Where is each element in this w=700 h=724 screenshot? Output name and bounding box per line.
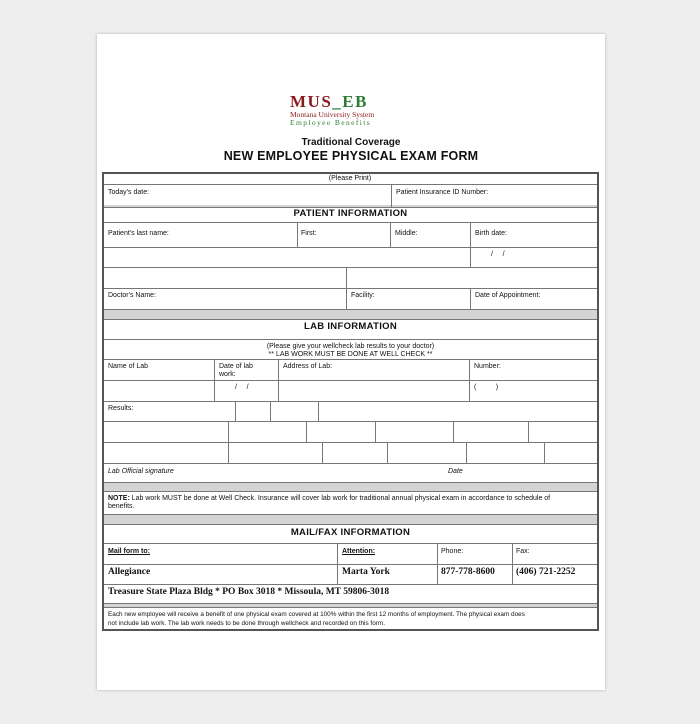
lab-info-heading: LAB INFORMATION <box>304 321 397 332</box>
form-title: NEW EMPLOYEE PHYSICAL EXAM FORM <box>223 149 479 163</box>
lab-signature-date-field[interactable]: Date <box>448 468 463 475</box>
appointment-date-field[interactable]: Date of Appointment: <box>475 292 541 299</box>
todays-date-field[interactable]: Today's date: <box>108 189 150 196</box>
first-name-field[interactable]: First: <box>301 230 317 237</box>
section-divider <box>104 482 597 491</box>
lab-date-field[interactable]: Date of lab <box>219 363 253 370</box>
lab-instruction-2: ** LAB WORK MUST BE DONE AT WELL CHECK ** <box>268 351 433 358</box>
print-note: (Please Print) <box>328 175 372 182</box>
lab-date-field-line2: work: <box>219 371 236 378</box>
lab-name-field[interactable]: Name of Lab <box>108 363 149 370</box>
birth-date-slashes: / / <box>491 251 505 258</box>
lab-number-parens: ( ) <box>474 384 499 391</box>
logo-title: MUS_EB <box>290 92 368 111</box>
birth-date-field[interactable]: Birth date: <box>475 230 507 237</box>
mus-eb-logo <box>290 93 390 127</box>
insurance-id-field[interactable]: Patient Insurance ID Number: <box>396 189 489 196</box>
patient-info-heading: PATIENT INFORMATION <box>293 208 408 219</box>
lab-signature-field[interactable]: Lab Official signature <box>108 468 174 475</box>
logo-subtitle-1: Montana University System <box>290 110 375 119</box>
section-divider <box>104 514 597 524</box>
footer-text-line2: not include lab work. The lab work needs to be done through wellcheck and recorded on this form. <box>108 620 385 627</box>
footer-text: Each new employee will receive a benefit of one physical exam covered at 100% within the first 12 months of employment. The physical exam does <box>108 611 525 618</box>
attention-contact: Marta York <box>342 567 390 577</box>
mail-address: Treasure State Plaza Bldg * PO Box 3018 * Missoula, MT 59806-3018 <box>108 587 390 597</box>
note-text: NOTE: Lab work MUST be done at Well Check. Insurance will cover lab work for traditional annual physical exam in accordance to schedule of <box>108 495 551 502</box>
section-divider <box>104 309 597 319</box>
mail-fax-heading: MAIL/FAX INFORMATION <box>290 527 411 538</box>
phone-label: Phone: <box>441 548 464 555</box>
lab-number-field[interactable]: Number: <box>474 363 501 370</box>
coverage-label: Traditional Coverage <box>301 137 401 148</box>
fax-number: (406) 721-2252 <box>516 567 576 577</box>
lab-instruction-1: (Please give your wellcheck lab results to your doctor) <box>266 343 435 350</box>
fax-label: Fax: <box>516 548 530 555</box>
note-text-line2: benefits. <box>108 503 135 510</box>
mail-organization: Allegiance <box>108 567 151 577</box>
logo-subtitle-2: Employee Benefits <box>290 118 372 127</box>
results-field[interactable]: Results: <box>108 405 134 412</box>
mail-form-to-label: Mail form to: <box>108 548 150 555</box>
middle-name-field[interactable]: Middle: <box>395 230 418 237</box>
doctor-name-field[interactable]: Doctor's Name: <box>108 292 157 299</box>
facility-field[interactable]: Facility: <box>351 292 375 299</box>
note-label: NOTE: <box>108 495 130 502</box>
last-name-field[interactable]: Patient's last name: <box>108 230 169 237</box>
lab-date-slashes: / / <box>235 384 249 391</box>
attention-label: Attention: <box>342 548 376 555</box>
lab-address-field[interactable]: Address of Lab: <box>283 363 333 370</box>
phone-number: 877-778-8600 <box>441 567 495 577</box>
